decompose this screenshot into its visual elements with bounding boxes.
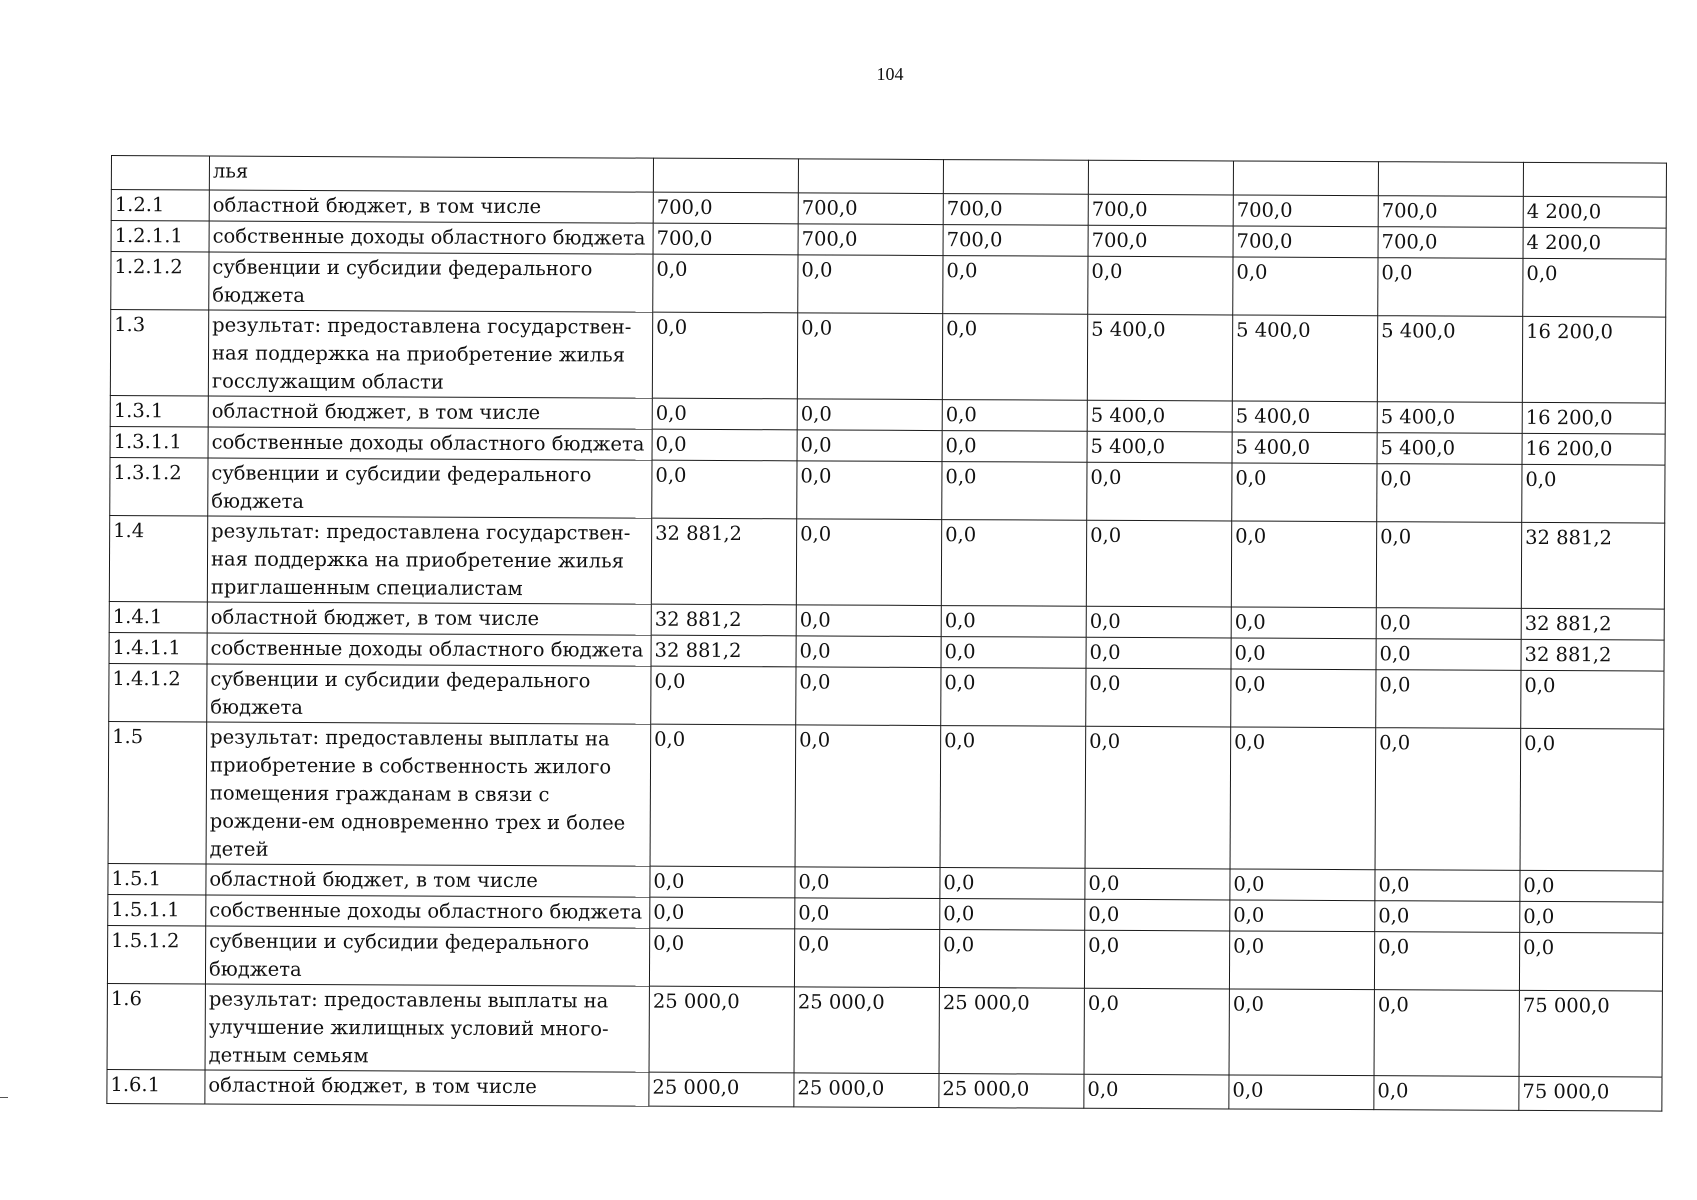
row-value: 0,0	[940, 726, 1086, 869]
row-name: областной бюджет, в том числе	[209, 190, 653, 223]
row-code: 1.4.1.1	[109, 632, 207, 663]
row-total: 16 200,0	[1522, 316, 1665, 403]
row-value: 700,0	[943, 225, 1088, 257]
row-value	[798, 159, 943, 194]
row-total: 16 200,0	[1522, 402, 1665, 434]
row-value: 0,0	[1086, 637, 1231, 669]
row-value: 0,0	[795, 725, 941, 868]
row-value	[1233, 161, 1378, 196]
row-value: 0,0	[1374, 990, 1519, 1077]
row-value: 700,0	[1378, 227, 1523, 259]
row-value: 5 400,0	[1232, 401, 1377, 433]
table-row	[108, 721, 1664, 871]
row-name: лья	[209, 156, 653, 192]
row-value: 0,0	[796, 519, 941, 606]
row-value: 700,0	[653, 223, 798, 255]
row-total: 16 200,0	[1522, 433, 1665, 465]
row-value: 25 000,0	[649, 986, 794, 1073]
row-value: 5 400,0	[1377, 433, 1522, 465]
row-value: 0,0	[1374, 1076, 1519, 1111]
row-value: 0,0	[650, 866, 795, 898]
table-row	[110, 310, 1665, 404]
row-name: результат: предоставлены выплаты на приобретение в собственность жилого помещения гражданам в связи с рождени-ем одновременно трех и более детей	[206, 722, 651, 866]
row-name: результат: предоставлена государствен-ная поддержка на приобретение жилья госслужащим области	[208, 310, 652, 398]
row-name: областной бюджет, в том числе	[205, 1070, 649, 1106]
table-row	[107, 925, 1662, 991]
row-value: 0,0	[797, 313, 942, 400]
row-value: 0,0	[1231, 607, 1376, 639]
row-code: 1.3.1	[110, 395, 208, 426]
row-value: 700,0	[1233, 226, 1378, 258]
row-value: 700,0	[798, 224, 943, 256]
row-value: 0,0	[1084, 1074, 1229, 1109]
row-value: 0,0	[795, 867, 940, 899]
row-value: 0,0	[1375, 728, 1521, 871]
row-value: 700,0	[653, 192, 798, 224]
row-value: 0,0	[650, 897, 795, 929]
row-value: 0,0	[940, 899, 1085, 931]
row-name: результат: предоставлены выплаты на улучшение жилищных условий много-детным семьям	[205, 984, 649, 1072]
row-total: 32 881,2	[1521, 608, 1664, 640]
row-total: 32 881,2	[1521, 639, 1664, 671]
row-name: результат: предоставлена государствен-ная поддержка на приобретение жилья приглашенным специалистам	[207, 516, 651, 604]
row-value: 0,0	[1085, 868, 1230, 900]
row-value: 0,0	[1229, 931, 1374, 990]
row-value: 0,0	[942, 314, 1087, 401]
row-value: 700,0	[1233, 195, 1378, 227]
table-row	[107, 1069, 1662, 1111]
row-value: 0,0	[942, 462, 1087, 521]
row-value: 0,0	[1231, 669, 1376, 728]
row-total: 0,0	[1521, 670, 1664, 729]
row-name: областной бюджет, в том числе	[207, 602, 651, 635]
table-row	[110, 457, 1665, 523]
row-value: 0,0	[1229, 1075, 1374, 1110]
row-name: собственные доходы областного бюджета	[209, 221, 653, 254]
row-value: 0,0	[795, 898, 940, 930]
row-value: 0,0	[1231, 521, 1376, 608]
row-total: 0,0	[1523, 258, 1666, 317]
row-value: 0,0	[1085, 899, 1230, 931]
row-value: 0,0	[651, 666, 796, 725]
row-value: 0,0	[1230, 727, 1376, 870]
row-total: 75 000,0	[1519, 1076, 1662, 1111]
row-code	[111, 156, 209, 190]
row-value: 5 400,0	[1232, 432, 1377, 464]
row-value: 700,0	[943, 194, 1088, 226]
row-code: 1.6	[107, 983, 205, 1069]
row-code: 1.3	[110, 310, 208, 396]
row-code: 1.6.1	[107, 1069, 205, 1103]
row-value: 25 000,0	[794, 1073, 939, 1108]
row-value: 25 000,0	[939, 1074, 1084, 1109]
table-row	[109, 515, 1664, 609]
row-value: 0,0	[939, 930, 1084, 989]
row-value: 25 000,0	[794, 987, 939, 1074]
row-value	[1378, 162, 1523, 197]
budget-table	[106, 155, 1667, 1112]
row-value: 32 881,2	[651, 635, 796, 667]
row-value: 25 000,0	[649, 1072, 794, 1107]
row-value: 0,0	[941, 637, 1086, 669]
row-value: 0,0	[1232, 463, 1377, 522]
row-code: 1.2.1.2	[111, 252, 209, 310]
row-code: 1.5.1.1	[108, 894, 206, 925]
row-value: 0,0	[1233, 257, 1378, 316]
row-code: 1.5.1.2	[107, 925, 205, 983]
row-value: 0,0	[797, 430, 942, 462]
row-code: 1.5.1	[108, 863, 206, 894]
row-total: 0,0	[1520, 728, 1664, 871]
row-total	[1523, 162, 1666, 197]
row-value: 0,0	[1378, 258, 1523, 317]
row-value: 0,0	[1230, 900, 1375, 932]
row-value: 32 881,2	[651, 518, 796, 605]
table-row	[109, 663, 1664, 729]
row-value: 0,0	[941, 668, 1086, 727]
row-value	[943, 160, 1088, 195]
row-total: 0,0	[1522, 464, 1665, 523]
row-value: 0,0	[1376, 608, 1521, 640]
row-value: 0,0	[942, 431, 1087, 463]
table-row	[107, 983, 1662, 1077]
row-value: 0,0	[1377, 464, 1522, 523]
row-name: субвенции и субсидии федерального бюджета	[209, 252, 653, 312]
row-value: 0,0	[796, 636, 941, 668]
row-name: собственные доходы областного бюджета	[208, 427, 652, 460]
row-value	[1088, 160, 1233, 195]
budget-table-container	[106, 155, 1666, 1112]
row-value: 0,0	[940, 868, 1085, 900]
row-value: 5 400,0	[1087, 400, 1232, 432]
row-code: 1.3.1.2	[110, 457, 208, 515]
row-value: 0,0	[1231, 638, 1376, 670]
row-value: 0,0	[1376, 670, 1521, 729]
row-value: 5 400,0	[1232, 315, 1377, 402]
row-value: 0,0	[1084, 988, 1229, 1075]
row-value: 0,0	[1229, 989, 1374, 1076]
row-value: 0,0	[1376, 639, 1521, 671]
row-code: 1.4.1.2	[109, 663, 207, 721]
row-total: 32 881,2	[1521, 522, 1664, 609]
row-total: 4 200,0	[1523, 196, 1666, 228]
row-value: 0,0	[1085, 726, 1231, 869]
row-value: 0,0	[798, 255, 943, 314]
row-value: 0,0	[650, 724, 796, 867]
row-value: 0,0	[652, 398, 797, 430]
row-value	[653, 158, 798, 193]
row-name: собственные доходы областного бюджета	[207, 633, 651, 666]
row-code: 1.4.1	[109, 601, 207, 632]
row-value: 0,0	[652, 460, 797, 519]
row-value: 0,0	[1086, 520, 1231, 607]
row-value: 0,0	[1375, 870, 1520, 902]
row-code: 1.2.1	[111, 190, 209, 221]
row-value: 0,0	[1374, 932, 1519, 991]
row-value: 0,0	[1375, 901, 1520, 933]
row-total: 4 200,0	[1523, 227, 1666, 259]
row-name: собственные доходы областного бюджета	[206, 895, 650, 928]
row-value: 5 400,0	[1087, 431, 1232, 463]
row-value: 0,0	[1086, 606, 1231, 638]
row-value: 0,0	[1376, 522, 1521, 609]
row-value: 700,0	[798, 193, 943, 225]
row-value: 0,0	[943, 256, 1088, 315]
row-name: субвенции и субсидии федерального бюджета	[207, 664, 651, 724]
table-row	[111, 252, 1666, 318]
row-value: 0,0	[1088, 256, 1233, 315]
row-value: 0,0	[649, 928, 794, 987]
row-value: 0,0	[1230, 869, 1375, 901]
row-value: 25 000,0	[939, 988, 1084, 1075]
page-number: 104	[876, 64, 904, 84]
row-total: 0,0	[1519, 932, 1662, 991]
row-value: 0,0	[941, 606, 1086, 638]
row-value: 0,0	[652, 312, 797, 399]
row-value: 0,0	[652, 429, 797, 461]
row-value: 0,0	[653, 254, 798, 313]
row-value: 0,0	[796, 667, 941, 726]
table-body	[107, 156, 1667, 1112]
row-value: 0,0	[794, 929, 939, 988]
row-name: субвенции и субсидии федерального бюджета	[208, 458, 652, 518]
row-code: 1.5	[108, 721, 207, 863]
row-value: 5 400,0	[1377, 402, 1522, 434]
row-name: областной бюджет, в том числе	[206, 864, 650, 897]
row-value: 0,0	[797, 461, 942, 520]
row-value: 5 400,0	[1377, 316, 1522, 403]
row-code: 1.4	[109, 515, 207, 601]
row-value: 0,0	[1087, 462, 1232, 521]
row-total: 0,0	[1520, 870, 1663, 902]
margin-mark	[0, 1097, 8, 1098]
row-value: 0,0	[941, 520, 1086, 607]
row-value: 700,0	[1088, 194, 1233, 226]
row-value: 700,0	[1378, 196, 1523, 228]
row-value: 5 400,0	[1087, 314, 1232, 401]
row-total: 0,0	[1520, 901, 1663, 933]
row-value: 0,0	[1086, 668, 1231, 727]
row-value: 0,0	[796, 605, 941, 637]
row-value: 0,0	[797, 399, 942, 431]
row-name: субвенции и субсидии федерального бюджета	[205, 926, 649, 986]
row-code: 1.3.1.1	[110, 426, 208, 457]
row-name: областной бюджет, в том числе	[208, 396, 652, 429]
row-value: 700,0	[1088, 225, 1233, 257]
row-value: 32 881,2	[651, 604, 796, 636]
row-code: 1.2.1.1	[111, 221, 209, 252]
row-value: 0,0	[1084, 930, 1229, 989]
row-value: 0,0	[942, 400, 1087, 432]
row-total: 75 000,0	[1519, 990, 1662, 1077]
